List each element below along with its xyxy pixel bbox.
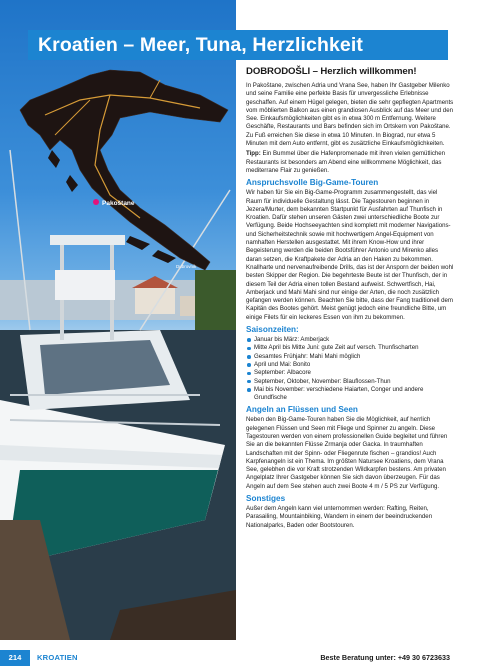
list-item — [246, 336, 455, 344]
list-item-text: April und Mai: Bonito — [254, 360, 311, 368]
list-item-text: Gesamtes Frühjahr: Mahi Mahi möglich — [254, 352, 361, 360]
photo-boat-harbor — [0, 0, 236, 640]
article-column — [246, 66, 455, 532]
map-label-pakostane: Pakoštane — [102, 200, 135, 207]
seasons-list — [246, 336, 455, 402]
title-banner — [28, 30, 448, 60]
list-item — [246, 369, 455, 377]
seasons-heading: Saisonzeiten: — [246, 325, 299, 335]
list-item-text: September: Albacore — [254, 369, 311, 377]
bullet-icon — [247, 355, 251, 359]
list-item — [246, 378, 455, 386]
biggame-heading: Anspruchsvolle Big-Game-Touren — [246, 178, 379, 188]
bullet-icon — [247, 372, 251, 376]
list-item — [246, 353, 455, 361]
bullet-icon — [247, 347, 251, 351]
map-label-dubrovnik: Dubrovnik — [176, 264, 197, 269]
intro-paragraph: In Pakoštane, zwischen Adria und Vrana See, haben Ihr Gastgeber Milenko und seine Familie eine perfekte Basis für unvergessliche Erlebnisse geschaffen. Auf einem Hügel gelegen, bieten die sehr gepflegten Apartments vom möblierten Balkon aus einen grandiosen Ausblick auf das Meer und den See. Einkaufsmöglichkeiten gibt es in etwa 300 m Entfernung. Weitere Geschäfte, Restaurants und Bars befinden sich im Ortskern von Pakoštane. Zu Fuß erreichen Sie diese in etwa 10 Minuten. In Biograd, nur etwa 5 Minuten mit dem Auto entfernt, gibt es zusätzliche Einkaufsmöglichkeiten. — [246, 82, 454, 148]
rivers-paragraph: Neben den Big-Game-Touren haben Sie die Möglichkeit, auf herrlich gelegenen Flüssen und Seen mit Fliege und Spinner zu angeln. Diese Tagestouren werden von einem professionellen Guide begleitet und führen Sie an die bekannten Flüsse Zrmanja oder Gacka. In traumhaften Landschaften mit der Spinn- oder Fliegenrute fischen – grandios! Auch Karpfenangeln ist ein Thema. Im größten Natursee Kroatiens, dem Vrana See, gelebhen die vor Kraft strotzenden Wildkarpfen bestens. Am privaten Angelplatz Ihrer Gastgeber können Sie sich davon überzeugen. Für das Angeln auf dem See stehen auch zwei Boote 4 m / 5 PS zur Verfügung. — [246, 416, 448, 490]
bullet-icon — [247, 338, 251, 342]
page-title: Kroatien – Meer, Tuna, Herzlichkeit — [38, 34, 363, 56]
map-marker-icon — [93, 199, 99, 205]
list-item-text: Januar bis März: Amberjack — [254, 336, 330, 344]
list-item-text: September, Oktober, November: Blauflossen-Thun — [254, 377, 391, 385]
bullet-icon — [247, 363, 251, 367]
photo-illustration — [0, 0, 236, 640]
other-heading: Sonstiges — [246, 494, 286, 504]
tip-paragraph — [246, 150, 455, 175]
section-label: KROATIEN — [37, 653, 78, 662]
list-item-text: Mai bis November: verschiedene Haiarten, Conger und andere Grundfische — [254, 385, 424, 402]
list-item — [246, 344, 455, 352]
intro-heading: DOBRODOŠLI – Herzlich willkommen! — [246, 66, 417, 77]
biggame-paragraph: Wir haben für Sie ein Big-Game-Programm zusammengestellt, das viel Raum für individuelle Gestaltung lässt. Die Tagestouren beginnen in Jezera/Murter, dem bekannten Startpunkt für Ausfahrten auf Thunfisch in Kroatien. Dafür stehen unseren Gästen zwei unterschiedliche Boote zur Verfügung. Beide Hochseeyachten sind komplett mit moderner Navigations- und Sicherheitstechnik sowie mit hochwertigem Angel-Equipment von namhaften Herstellen ausgestattet. Mit ihrem Know-How und ihrer Begeisterung werden die beiden Bootsführer Antonio und Mirenko alles daran setzen, die Kraftpakete der Adria an den Haken zu bekommen. Knallharte und nervenaufreibende Drills, das ist der Ansporn der beiden wohl besten Skipper der Region. Die begehrteste Beute ist der Thunfisch, der in diesem Teil der Adria einen tollen Bestand aufweist. Schwertfisch, Hai, Amberjack und Mahi Mahi sind nur einige der Arten, die noch zusätzlich gefangen werden können. Beachten Sie bitte, dass der Fang traditionell dem Kapitän des Bootes gehört. Meist genügt jedoch eine freundliche Bitte, um einige Filets für ein leckeres Essen von ihm zu bekommen. — [246, 189, 454, 321]
list-item-text: Mitte April bis Mitte Juni: gute Zeit auf versch. Thunfischarten — [254, 344, 419, 352]
list-item — [246, 361, 455, 369]
tip-text: Ein Bummel über die Hafenpromenade mit ihren vielen gemütlichen Restaurants ist besonders am Abend eine willkommene Möglichkeit, das mediterrane Flair zu genießen. — [246, 150, 446, 174]
contact-line: Beste Beratung unter: +49 30 6723633 — [320, 653, 450, 662]
list-item — [246, 386, 455, 403]
other-paragraph: Außer dem Angeln kann viel unternommen werden: Rafting, Reiten, Parasailing, Mountainbiking, Wandern in einem der beeindruckenden Nationalparks, Baden oder Bootstouren. — [246, 505, 433, 529]
page-footer — [0, 646, 480, 672]
rivers-heading: Angeln an Flüssen und Seen — [246, 405, 358, 415]
tip-label: Tipp: — [246, 150, 261, 158]
bullet-icon — [247, 380, 251, 384]
bullet-icon — [247, 388, 251, 392]
page-number: 214 — [0, 650, 30, 666]
